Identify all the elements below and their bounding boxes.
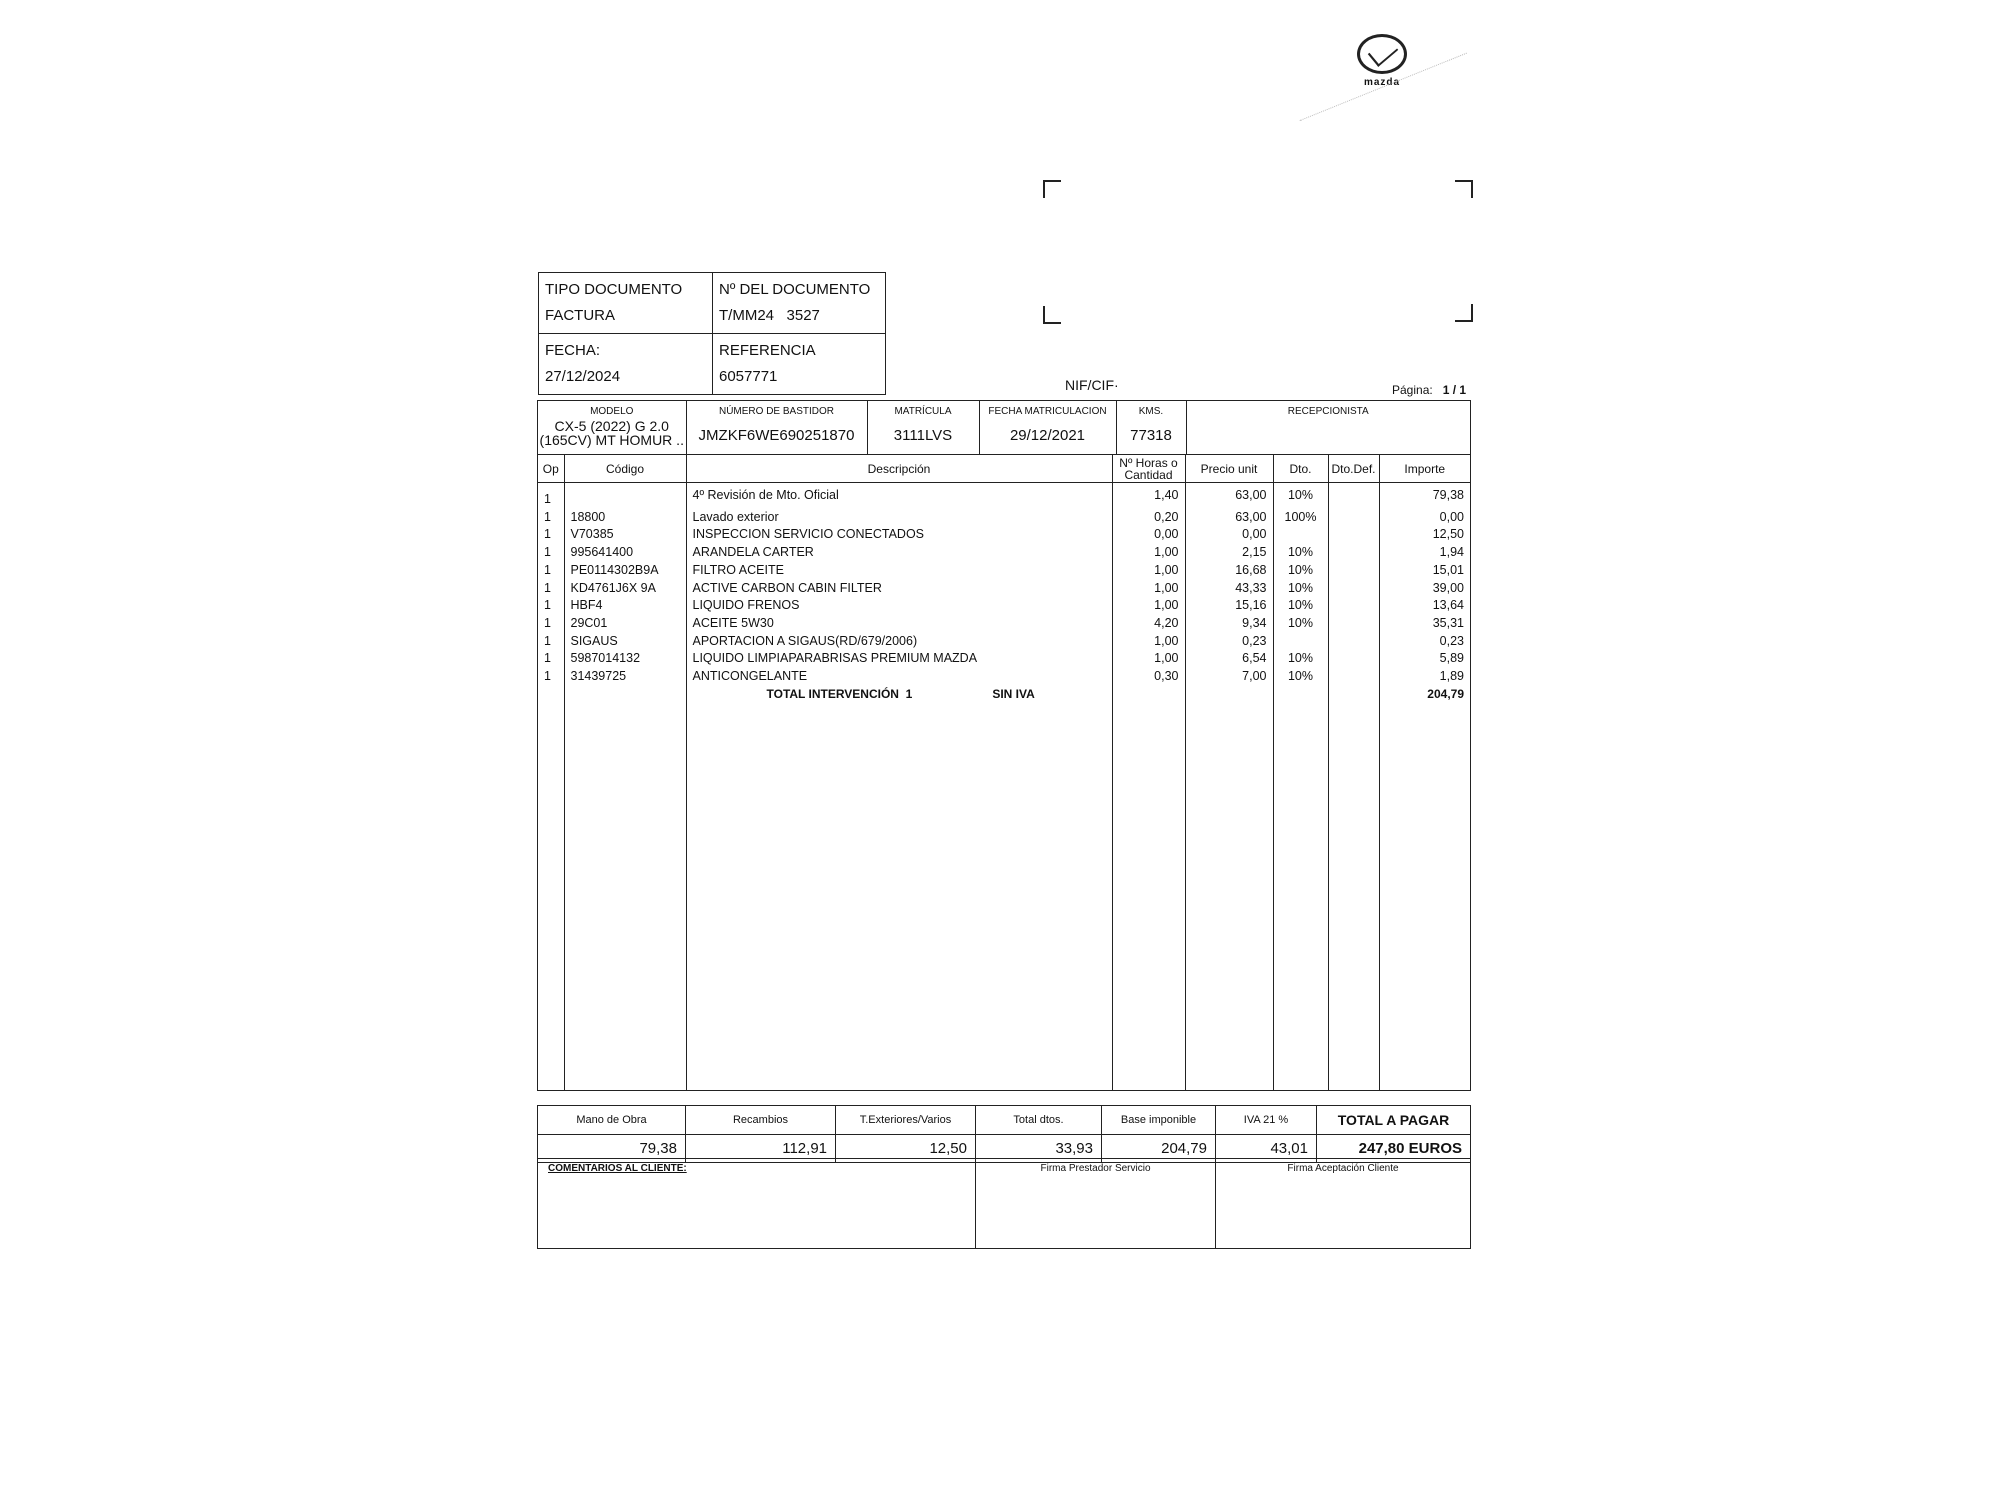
cell-op (538, 686, 564, 704)
cell-codigo (564, 483, 686, 509)
matricula-label: MATRÍCULA (894, 406, 952, 417)
tipo-documento-value: FACTURA (545, 307, 616, 324)
fecha-matriculacion-value: 29/12/2021 (1009, 427, 1086, 444)
cell-cantidad: 4,20 (1112, 615, 1185, 633)
cell-dto: 10% (1273, 668, 1328, 686)
bastidor-value: JMZKF6WE690251870 (698, 427, 855, 444)
cell-dto-def (1328, 615, 1379, 633)
items-table (538, 454, 1470, 1090)
cell-dto: 10% (1273, 615, 1328, 633)
modelo-cell (538, 401, 686, 454)
cell-importe: 1,89 (1379, 668, 1470, 686)
cell-dto-def (1328, 668, 1379, 686)
cell-dto-def (1328, 562, 1379, 580)
page-indicator (1392, 383, 1466, 397)
document-info-box (538, 272, 886, 395)
cell-descripcion: INSPECCION SERVICIO CONECTADOS (686, 526, 1112, 544)
cell-descripcion: Lavado exterior (686, 509, 1112, 527)
numero-documento-cell (713, 273, 886, 334)
cell-dto: 10% (1273, 483, 1328, 509)
table-row (538, 615, 1470, 633)
cell-importe: 0,23 (1379, 633, 1470, 651)
pagina-value: 1 / 1 (1442, 383, 1467, 397)
cell-dto-def (1328, 544, 1379, 562)
sin-iva-note: SIN IVA (992, 686, 1035, 701)
cell-op: 1 (538, 526, 564, 544)
cell-op: 1 (538, 580, 564, 598)
fecha-cell (539, 334, 713, 395)
total-intervencion-row (538, 686, 1470, 704)
empty-cell (1273, 703, 1328, 1090)
cell-codigo (564, 686, 686, 704)
crop-mark-top-left (1043, 180, 1061, 198)
cell-codigo: 995641400 (564, 544, 686, 562)
column-header-precio: Precio unit (1185, 455, 1273, 483)
matricula-cell (867, 401, 979, 454)
cell-precio: 63,00 (1185, 509, 1273, 527)
cell-op: 1 (538, 597, 564, 615)
column-header-dto: Dto. (1273, 455, 1328, 483)
cell-dto-def (1328, 526, 1379, 544)
comments-signature-table (537, 1158, 1471, 1249)
fecha-label: FECHA: (545, 342, 601, 359)
t-exteriores-varios-value: 12,50 (836, 1135, 976, 1163)
recepcionista-cell (1186, 401, 1470, 454)
cell-cantidad: 1,40 (1112, 483, 1185, 509)
cell-importe: 13,64 (1379, 597, 1470, 615)
nif-cif-label: NIF/CIF· (1065, 377, 1119, 393)
invoice-table (537, 400, 1471, 1091)
column-header-cantidad: Nº Horas o Cantidad (1112, 455, 1185, 483)
column-header-op: Op (538, 455, 564, 483)
cell-precio: 2,15 (1185, 544, 1273, 562)
cell-cantidad: 1,00 (1112, 597, 1185, 615)
empty-cell (1185, 703, 1273, 1090)
recambios-label: Recambios (686, 1106, 836, 1135)
referencia-label: REFERENCIA (719, 342, 816, 359)
cell-precio: 43,33 (1185, 580, 1273, 598)
bastidor-label: NÚMERO DE BASTIDOR (718, 406, 834, 417)
cell-op: 1 (538, 509, 564, 527)
cell-importe: 1,94 (1379, 544, 1470, 562)
table-row (538, 597, 1470, 615)
empty-cell (1328, 703, 1379, 1090)
numero-documento-label: Nº DEL DOCUMENTO (719, 281, 871, 298)
totals-table (537, 1105, 1471, 1163)
table-row (538, 650, 1470, 668)
cell-dto-def (1328, 580, 1379, 598)
cell-precio: 6,54 (1185, 650, 1273, 668)
cell-importe: 39,00 (1379, 580, 1470, 598)
empty-cell (686, 703, 1112, 1090)
fecha-matriculacion-cell (979, 401, 1116, 454)
numero-documento-value: T/MM24 3527 (719, 307, 820, 324)
cell-importe: 12,50 (1379, 526, 1470, 544)
referencia-value: 6057771 (719, 368, 778, 385)
table-row (538, 483, 1470, 509)
cell-cantidad: 0,30 (1112, 668, 1185, 686)
iva-value: 43,01 (1216, 1135, 1317, 1163)
pagina-label: Página: (1392, 383, 1433, 397)
firma-cliente-label: Firma Aceptación Cliente (1216, 1159, 1471, 1249)
cell-cantidad (1112, 686, 1185, 704)
cell-precio: 0,23 (1185, 633, 1273, 651)
cell-cantidad: 1,00 (1112, 633, 1185, 651)
column-header-codigo: Código (564, 455, 686, 483)
fecha-value: 27/12/2024 (545, 368, 621, 385)
column-header-importe: Importe (1379, 455, 1470, 483)
cell-cantidad: 1,00 (1112, 650, 1185, 668)
cell-op: 1 (538, 483, 564, 509)
cell-codigo: KD4761J6X 9A (564, 580, 686, 598)
total-dtos-value: 33,93 (976, 1135, 1102, 1163)
cell-dto-def (1328, 509, 1379, 527)
column-header-descripcion: Descripción (686, 455, 1112, 483)
total-dtos-label: Total dtos. (976, 1106, 1102, 1135)
cell-dto: 10% (1273, 597, 1328, 615)
table-row (538, 668, 1470, 686)
cell-precio (1185, 686, 1273, 704)
cell-dto: 10% (1273, 544, 1328, 562)
total-a-pagar-label: TOTAL A PAGAR (1317, 1106, 1471, 1135)
modelo-label: MODELO (590, 406, 634, 417)
empty-cell (564, 703, 686, 1090)
firma-prestador-label: Firma Prestador Servicio (976, 1159, 1216, 1249)
cell-descripcion: LIQUIDO FRENOS (686, 597, 1112, 615)
cell-precio: 9,34 (1185, 615, 1273, 633)
cell-cantidad: 0,20 (1112, 509, 1185, 527)
cell-descripcion (686, 686, 1112, 704)
tipo-documento-label: TIPO DOCUMENTO (545, 281, 683, 298)
cell-op: 1 (538, 544, 564, 562)
cell-dto: 10% (1273, 650, 1328, 668)
cell-op: 1 (538, 562, 564, 580)
vehicle-info-row (538, 401, 1470, 454)
cell-cantidad: 0,00 (1112, 526, 1185, 544)
cell-dto: 10% (1273, 580, 1328, 598)
kms-cell (1116, 401, 1186, 454)
cell-dto-def (1328, 483, 1379, 509)
recambios-value: 112,91 (686, 1135, 836, 1163)
cell-importe: 0,00 (1379, 509, 1470, 527)
table-row (538, 580, 1470, 598)
cell-importe: 35,31 (1379, 615, 1470, 633)
tipo-documento-cell (539, 273, 713, 334)
cell-precio: 15,16 (1185, 597, 1273, 615)
cell-precio: 7,00 (1185, 668, 1273, 686)
cell-codigo: PE0114302B9A (564, 562, 686, 580)
cell-dto (1273, 633, 1328, 651)
referencia-cell (713, 334, 886, 395)
cell-cantidad: 1,00 (1112, 580, 1185, 598)
cell-descripcion: ARANDELA CARTER (686, 544, 1112, 562)
matricula-value: 3111LVS (893, 427, 953, 444)
cell-descripcion: FILTRO ACEITE (686, 562, 1112, 580)
total-intervencion-value: 204,79 (1379, 686, 1470, 704)
cell-dto (1273, 526, 1328, 544)
cell-precio: 63,00 (1185, 483, 1273, 509)
iva-label: IVA 21 % (1216, 1106, 1317, 1135)
cell-descripcion: ACEITE 5W30 (686, 615, 1112, 633)
crop-mark-bottom-right (1455, 304, 1473, 322)
filler-row (538, 703, 1470, 1090)
cell-op: 1 (538, 650, 564, 668)
mano-de-obra-value: 79,38 (538, 1135, 686, 1163)
empty-cell (1379, 703, 1470, 1090)
kms-value: 77318 (1130, 427, 1172, 444)
cell-codigo: 5987014132 (564, 650, 686, 668)
mano-de-obra-label: Mano de Obra (538, 1106, 686, 1135)
cell-codigo: SIGAUS (564, 633, 686, 651)
logo-wordmark: mazda (1363, 77, 1401, 88)
empty-cell (538, 703, 564, 1090)
cell-codigo: 29C01 (564, 615, 686, 633)
modelo-value: CX-5 (2022) G 2.0 (165CV) MT HOMUR .. (539, 418, 684, 448)
t-exteriores-varios-label: T.Exteriores/Varios (836, 1106, 976, 1135)
cell-dto-def (1328, 633, 1379, 651)
cell-codigo: 18800 (564, 509, 686, 527)
base-imponible-value: 204,79 (1102, 1135, 1216, 1163)
cell-importe: 79,38 (1379, 483, 1470, 509)
cell-cantidad: 1,00 (1112, 562, 1185, 580)
bastidor-cell (686, 401, 867, 454)
comentarios-label: COMENTARIOS AL CLIENTE: (538, 1159, 976, 1249)
cell-descripcion: APORTACION A SIGAUS(RD/679/2006) (686, 633, 1112, 651)
table-row (538, 562, 1470, 580)
crop-mark-bottom-left (1043, 306, 1061, 324)
mazda-emblem-icon (1357, 34, 1407, 74)
cell-dto-def (1328, 597, 1379, 615)
fecha-matriculacion-label: FECHA MATRICULACION (988, 406, 1107, 417)
cell-op: 1 (538, 615, 564, 633)
cell-dto-def (1328, 686, 1379, 704)
base-imponible-label: Base imponible (1102, 1106, 1216, 1135)
table-row (538, 633, 1470, 651)
cell-op: 1 (538, 633, 564, 651)
cell-cantidad: 1,00 (1112, 544, 1185, 562)
kms-label: KMS. (1138, 406, 1164, 417)
crop-mark-top-right (1455, 180, 1473, 198)
cell-descripcion: 4º Revisión de Mto. Oficial (686, 483, 1112, 509)
cell-precio: 16,68 (1185, 562, 1273, 580)
recepcionista-label: RECEPCIONISTA (1287, 406, 1369, 417)
column-header-dto-def: Dto.Def. (1328, 455, 1379, 483)
table-row (538, 544, 1470, 562)
cell-dto: 100% (1273, 509, 1328, 527)
table-row (538, 526, 1470, 544)
total-a-pagar-value: 247,80 EUROS (1317, 1135, 1471, 1163)
cell-op: 1 (538, 668, 564, 686)
cell-importe: 15,01 (1379, 562, 1470, 580)
cell-dto-def (1328, 650, 1379, 668)
total-intervencion-label: TOTAL INTERVENCIÓN 1 (766, 686, 913, 701)
cell-dto: 10% (1273, 562, 1328, 580)
cell-codigo: V70385 (564, 526, 686, 544)
cell-descripcion: LIQUIDO LIMPIAPARABRISAS PREMIUM MAZDA (686, 650, 1112, 668)
cell-codigo: HBF4 (564, 597, 686, 615)
cell-dto (1273, 686, 1328, 704)
cell-descripcion: ACTIVE CARBON CABIN FILTER (686, 580, 1112, 598)
cell-importe: 5,89 (1379, 650, 1470, 668)
cell-descripcion: ANTICONGELANTE (686, 668, 1112, 686)
cell-precio: 0,00 (1185, 526, 1273, 544)
table-row (538, 509, 1470, 527)
cell-codigo: 31439725 (564, 668, 686, 686)
empty-cell (1112, 703, 1185, 1090)
